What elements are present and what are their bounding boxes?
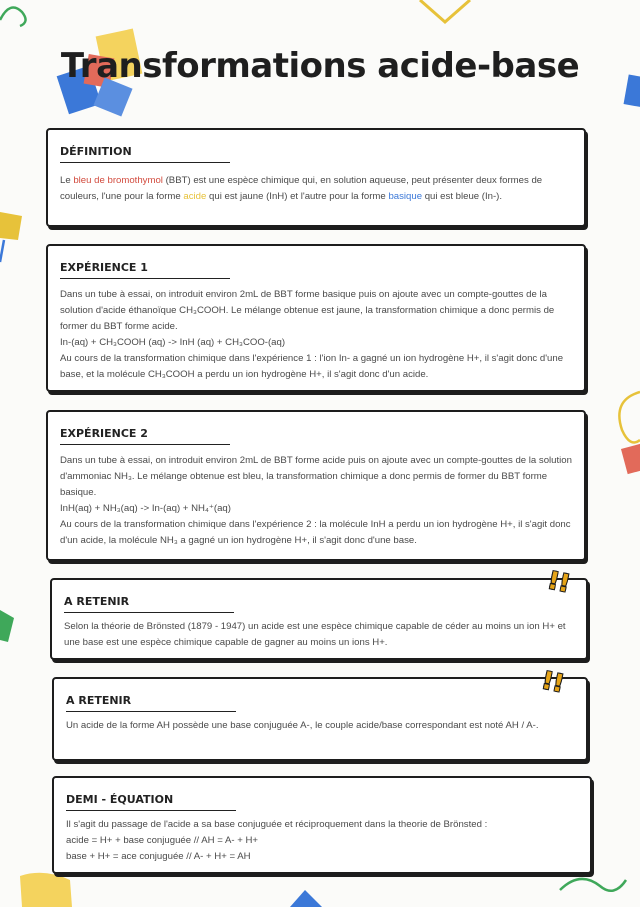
warning-icon: !! [539,666,567,698]
acide-word: acide [183,191,207,202]
experience-2-equation: InH(aq) + NH₃(aq) -> In-(aq) + NH₄⁺(aq) [60,503,231,514]
experience-1-card [46,244,586,392]
experience-2-para2: Au cours de la transformation chimique dans l'expérience 2 : la molécule InH a perdu un ion hydrogène H+, il s'agit donc d'un acide, la molécule NH₃ a gagné un ion hydrogène H+, il s'agit donc d'une base. [60,519,571,546]
retenir-2-text: Un acide de la forme AH possède une base conjuguée A-, le couple acide/base correspondant est noté AH / A-. [66,720,539,731]
retenir-1-heading: A RETENIR [64,595,234,613]
demi-equation-line1: Il s'agit du passage de l'acide a sa base conjuguée et réciproquement dans la theorie de Brönsted : [66,819,488,830]
demi-equation-line2: acide = H+ + base conjuguée // AH = A- + H+ [66,835,259,846]
basique-word: basique [388,191,423,202]
experience-2-para1: Dans un tube à essai, on introduit environ 2mL de BBT forme acide puis on ajoute avec un compte-gouttes de la solution d'ammoniac NH₃. Le mélange obtenue est bleu, la transformation chimique a donc permis de former du BBT forme basique. [60,455,572,498]
definition-card [46,128,586,227]
warning-icon: !! [545,566,573,598]
retenir-1-text: Selon la théorie de Brönsted (1879 - 1947) un acide est une espèce chimique capable de céder au moins un ion H+ et une base est une espèce chimique capable de gagner au moins un ions H+. [64,621,566,648]
definition-text: Le bleu de bromothymol (BBT) est une espèce chimique qui, en solution aqueuse, peut présenter deux formes de couleurs, l'une pour la forme acide qui est jaune (InH) et l'autre pour la forme basique qui est bleue (In-). [60,175,543,202]
page-title: Transformations acide-base [60,46,580,86]
experience-1-para2: Au cours de la transformation chimique dans l'expérience 1 : l'ion In- a gagné un ion hydrogène H+, il s'agit donc d'une base, et la molécule CH₃COOH a perdu un ion hydrogène H+, il s'agit donc d'un acide. [60,353,564,380]
demi-equation-heading: DEMI - ÉQUATION [66,793,236,811]
demi-equation-line3: base + H+ = ace conjuguée // A- + H+ = AH [66,851,251,862]
retenir-2-card [52,677,588,761]
experience-1-para1: Dans un tube à essai, on introduit environ 2mL de BBT forme basique puis on ajoute avec un compte-gouttes de la solution d'acide éthanoïque CH₃COOH. Le mélange obtenue est jaune, la transformation chimique a donc permis de former du BBT forme acide. [60,289,555,332]
experience-1-heading: EXPÉRIENCE 1 [60,261,230,279]
experience-1-equation: In-(aq) + CH₃COOH (aq) -> InH (aq) + CH₃COO-(aq) [60,337,286,348]
definition-heading: DÉFINITION [60,145,230,163]
experience-2-card [46,410,586,561]
experience-2-heading: EXPÉRIENCE 2 [60,427,230,445]
demi-equation-card [52,776,592,874]
retenir-2-heading: A RETENIR [66,694,236,712]
bbt-name: bleu de bromothymol [73,175,163,186]
retenir-1-card [50,578,588,660]
